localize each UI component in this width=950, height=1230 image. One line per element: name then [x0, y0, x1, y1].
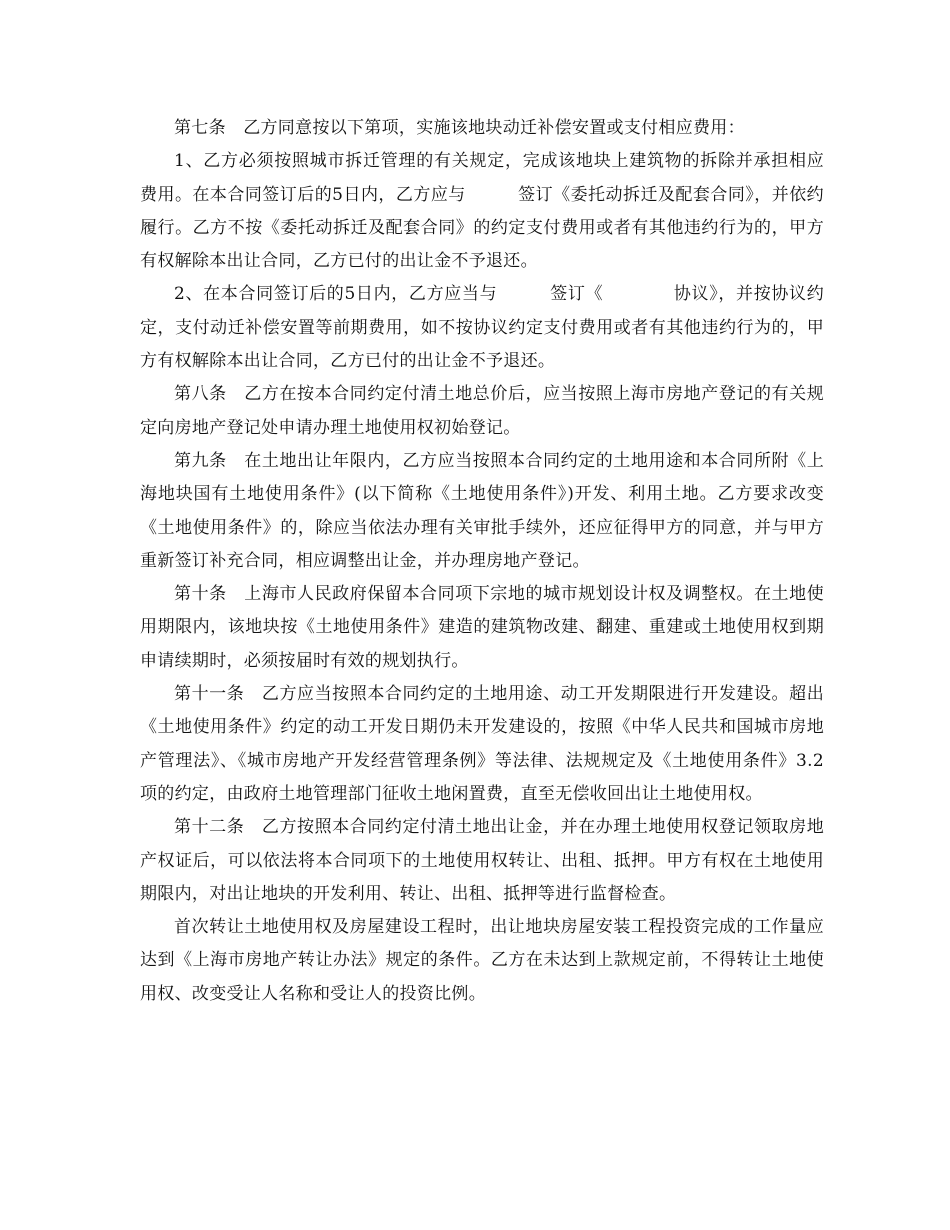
clause-7: 第七条 乙方同意按以下第项，实施该地块动迁补偿安置或支付相应费用： — [174, 118, 745, 138]
clause-12-supplement: 首次转让土地使用权及房屋建设工程时，出让地块房屋安装工程投资完成的工作量应达到《上海市房地产转让办法》规定的条件。乙方在未达到上款规定前，不得转让土地使用权、改变受让人名称和受让人的投资比例。 — [140, 917, 824, 1004]
clause-8: 第八条 乙方在按本合同约定付清土地总价后，应当按照上海市房地产登记的有关规定向房地产登记处申请办理土地使用权初始登记。 — [140, 384, 824, 438]
document-page — [140, 112, 824, 1011]
clause-9: 第九条 在土地出让年限内，乙方应当按照本合同约定的土地用途和本合同所附《上海地块国有土地使用条件》(以下简称《土地使用条件》)开发、利用土地。乙方要求改变《土地使用条件》的，除应当依法办理有关审批手续外，还应征得甲方的同意，并与甲方重新签订补充合同，相应调整出让金，并办理房地产登记。 — [140, 450, 824, 571]
clause-7-item-2: 2、在本合同签订后的5日内，乙方应当与 签订《 协议》，并按协议约定，支付动迁补偿安置等前期费用，如不按协议约定支付费用或者有其他违约行为的，甲方有权解除本出让合同，乙方已付的出让金不予退还。 — [140, 284, 824, 372]
clause-11: 第十一条 乙方应当按照本合同约定的土地用途、动工开发期限进行开发建设。超出《土地使用条件》约定的动工开发日期仍未开发建设的，按照《中华人民共和国城市房地产管理法》、《城市房地产开发经营管理条例》等法律、法规规定及《土地使用条件》3.2项的约定，由政府土地管理部门征收土地闲置费，直至无偿收回出让土地使用权。 — [140, 684, 824, 804]
clause-12: 第十二条 乙方按照本合同约定付清土地出让金，并在办理土地使用权登记领取房地产权证后，可以依法将本合同项下的土地使用权转让、出租、抵押。甲方有权在土地使用期限内，对出让地块的开发利用、转让、出租、抵押等进行监督检查。 — [140, 817, 824, 904]
clause-7-item-1: 1、乙方必须按照城市拆迁管理的有关规定，完成该地块上建筑物的拆除并承担相应费用。在本合同签订后的5日内，乙方应与 签订《委托动拆迁及配套合同》，并依约履行。乙方不按《委托动拆迁及配套合同》的约定支付费用或者有其他违约行为的，甲方有权解除本出让合同，乙方已付的出让金不予退还。 — [140, 151, 824, 272]
clause-10: 第十条 上海市人民政府保留本合同项下宗地的城市规划设计权及调整权。在土地使用期限内，该地块按《土地使用条件》建造的建筑物改建、翻建、重建或土地使用权到期申请续期时，必须按届时有效的规划执行。 — [140, 584, 824, 671]
